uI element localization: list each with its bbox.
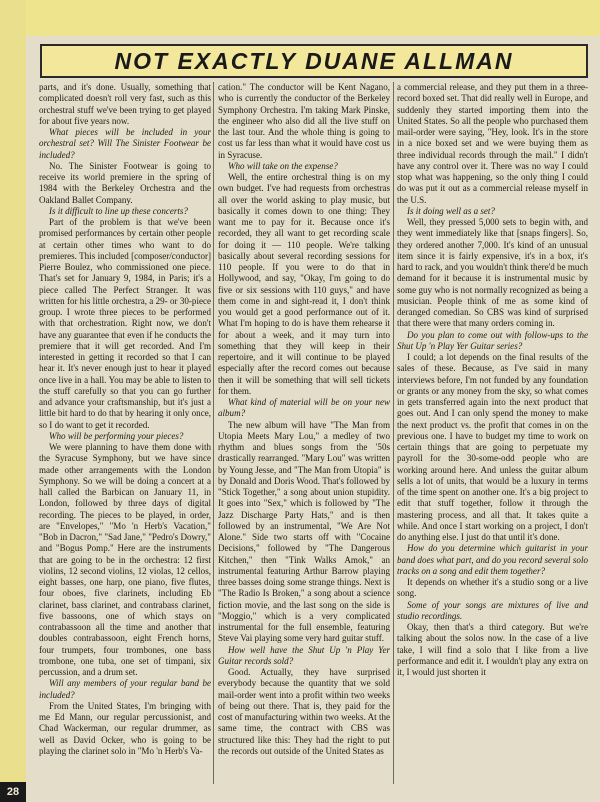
page-number: 28	[0, 782, 26, 802]
article-banner	[40, 44, 588, 78]
interview-question: Is it doing well as a set?	[407, 205, 495, 216]
interview-question: How well have the Shut Up 'n Play Yer Guitar records sold?	[218, 644, 390, 666]
interview-answer: Good. Actually, they have surprised everybody because the quantity that we sold mail-order went into a profit within two weeks of being out there. That is, they paid for the cost of manufacturing within two weeks. At the same time, the contract with CBS was structured like this: They had the right to put the records out outside of the United States as	[218, 667, 390, 756]
interview-answer: It depends on whether it's a studio song or a live song.	[397, 577, 588, 599]
interview-question: How do you determine which guitarist in your band does what part, and do you record several solo tracks on a song and edit them together?	[397, 543, 588, 576]
text-column-2	[218, 82, 390, 784]
interview-answer: The new album will have "The Man from Utopia Meets Mary Lou," a medley of two rhythm and blues songs from the '50s drastically rearranged. "Mary Lou" was written by Young Jesse, and "The Man from Utopia" is by Donald and Doris Wood. That's followed by "Stick Together," a song about union stupidity. It goes into "Sex," which is followed by "The Jazz Discharge Party Hats," and is then followed by an instrumental, "We Are Not Alone." Side two starts off with "Cocaine Decisions," followed by "The Dangerous Kitchen," then "Tink Walks Amok," an instrumental featuring Arthur Barrow playing three basses doing some strange things. Next is "The Radio Is Broken," a song about a science fiction movie, and the last song on the side is "Moggio," which is a very complicated instrumental for the full ensemble, featuring Steve Vai playing some very hard guitar stuff.	[218, 419, 390, 644]
interview-question: Some of your songs are mixtures of live and studio recordings.	[397, 599, 588, 621]
interview-answer: Okay, then that's a third category. But we're talking about the solos now. In the case of a live take, I will find a solo that I like from a live performance and edit it. I wouldn't play any extra on it, I would just shorten it	[397, 622, 588, 677]
interview-question: Do you plan to come out with follow-ups to the Shut Up 'n Play Yer Guitar series?	[397, 329, 588, 351]
interview-question: Will any members of your regular band be included?	[39, 678, 211, 700]
interview-question: Who will be performing your pieces?	[49, 430, 184, 441]
interview-question: Is it difficult to line up these concerts?	[49, 205, 188, 216]
interview-question: What pieces will be included in your orchestral set? Will The Sinister Footwear be included?	[39, 127, 211, 160]
page-title: NOT EXACTLY DUANE ALLMAN	[114, 47, 514, 74]
text-column-1	[39, 82, 211, 784]
interview-answer: Well, the entire orchestral thing is on my own budget. I've had requests from orchestras all over the world asking to play music, but basically it comes down to one thing: They want me to pay for it. Because once it's recorded, they all want to get recording scale for doing it — 110 people. We're talking basically about several recording sessions for 110 people. If you were to do that in Hollywood, and say, "Okay, I'm going to do five or six sessions with 110 guys," and have them come in and sight-read it, I don't think you would get a good performance out of it. What I'm hoping to do is have them rehearse it for about a week, and it may turn into something that they will keep in their repertoire, and it will continue to be played especially after the record comes out because then it will be something that will sell tickets for them.	[218, 172, 390, 396]
interview-answer: Well, they pressed 5,000 sets to begin with, and they went immediately like that [snaps fingers]. So, they ordered another 7,000. It's kind of an unusual item since it is fairly expensive, it's in a box, it's hard to rack, and you wouldn't think there'd be much demand for it because it is instrumental music by some guy who is not normally recognized as being a musician. People think of me as some kind of deranged comedian. So CBS was kind of surprised that there were that many orders coming in.	[397, 217, 588, 329]
interview-question: Who will take on the expense?	[228, 160, 338, 171]
interview-answer: parts, and it's done. Usually, something that complicated doesn't roll very fast, such as this orchestral stuff we've been trying to get played for about five years now.	[39, 82, 211, 126]
column-divider	[393, 82, 394, 784]
interview-question: What kind of material will be on your new album?	[218, 397, 390, 419]
top-color-band	[0, 0, 600, 36]
interview-answer: I could; a lot depends on the final results of the sales of these. Because, as I've said in many interviews before, I'm not funded by any foundation or grants or any money from the sky, so what comes in gets transferred again into the next product that goes out. And I can only spend the money to make the next product vs. the profit that comes in on the previous one. I have to budget my time to work on certain things that are going to perpetuate my payroll for the 30-some-odd people who are working around here. And unless the guitar album sells a lot of units, that would be a luxury in terms of the time spent on another one. It's a big project to edit that stuff together, follow it through the mastering process, and all that. It takes quite a while. And once I start working on a project, I don't do anything else. I just do that until it's done.	[397, 352, 588, 542]
interview-answer: From the United States, I'm bringing with me Ed Mann, our regular percussionist, and Chad Wackerman, our regular drummer, as well as David Ocker, who is going to be playing the clarinet solo in "Mo 'n Herb's Va-	[39, 700, 211, 756]
interview-answer: a commercial release, and they put them in a three-record boxed set. That did really well in Europe, and suddenly they started importing them into the United States. So all the people who purchased them mail-order were saying, "Hey, look. It's in the store in a nice boxed set and we were buying them as three individual records through the mail." I didn't have any control over it. There was no way I could stop what was happening, so the only thing I could do was put it out as a commercial release myself in the U.S.	[397, 82, 588, 205]
text-column-3	[397, 82, 588, 784]
interview-answer: Part of the problem is that we've been promised performances by certain other people at certain other times who want to do premieres. This included [composer/conductor] Pierre Boulez, who commissioned one piece. That's set for January 9, 1984, in Paris; it's a piece called The Perfect Stranger. It was written for his little orchestra, a 29- or 30-piece group. I wrote three pieces to be performed with that orchestration. Right now, we don't have any guarantee that even if he conducts the premiere that it will get recorded. And I'm interested in getting it recorded so that I can hear it. It's never enough just to hear it played once live in a hall. You may be able to listen to the stuff carefully so that you can go further and advance your craftsmanship, but it's just a little bit hard to do that by hearing it only once, so I do want to get it recorded.	[39, 217, 211, 430]
interview-answer: No. The Sinister Footwear is going to receive its world premiere in the spring of 1984 with the Berkeley Orchestra and the Oakland Ballet Company.	[39, 160, 211, 205]
interview-answer: cation." The conductor will be Kent Nagano, who is currently the conductor of the Berkeley Symphony Orchestra. I'm taking Mark Pinske, the engineer who also did all the live stuff on the last tour. And the whole thing is going to cost us far less than what it would have cost us in Syracuse.	[218, 82, 390, 160]
left-color-band	[0, 0, 26, 802]
interview-answer: We were planning to have them done with the Syracuse Symphony, but we have since made other arrangements with the London Symphony. So we will be doing a concert at a hall called the Barbican on January 11, in London, followed by three days of digital recording. The pieces to be played, in order, are "Envelopes," "Mo 'n Herb's Vacation," "Bob in Dacron," "Sad Jane," "Pedro's Dowry," and "Bogus Pomp." Here are the instruments that are going to be in the orchestra: 12 first violins, 12 second violins, 12 violas, 12 cellos, eight basses, one harp, one piano, five flutes, four oboes, five clarinets, including Eb clarinet, bass clarinet, and contrabass clarinet, five bassoons, one of which stays on contrabassoon all the time and another that doubles contrabassoon, eight French horns, four trumpets, four trombones, one bass trombone, one tuba, one set of timpani, six percussion, and a drum set.	[39, 442, 211, 677]
column-divider	[213, 82, 214, 784]
